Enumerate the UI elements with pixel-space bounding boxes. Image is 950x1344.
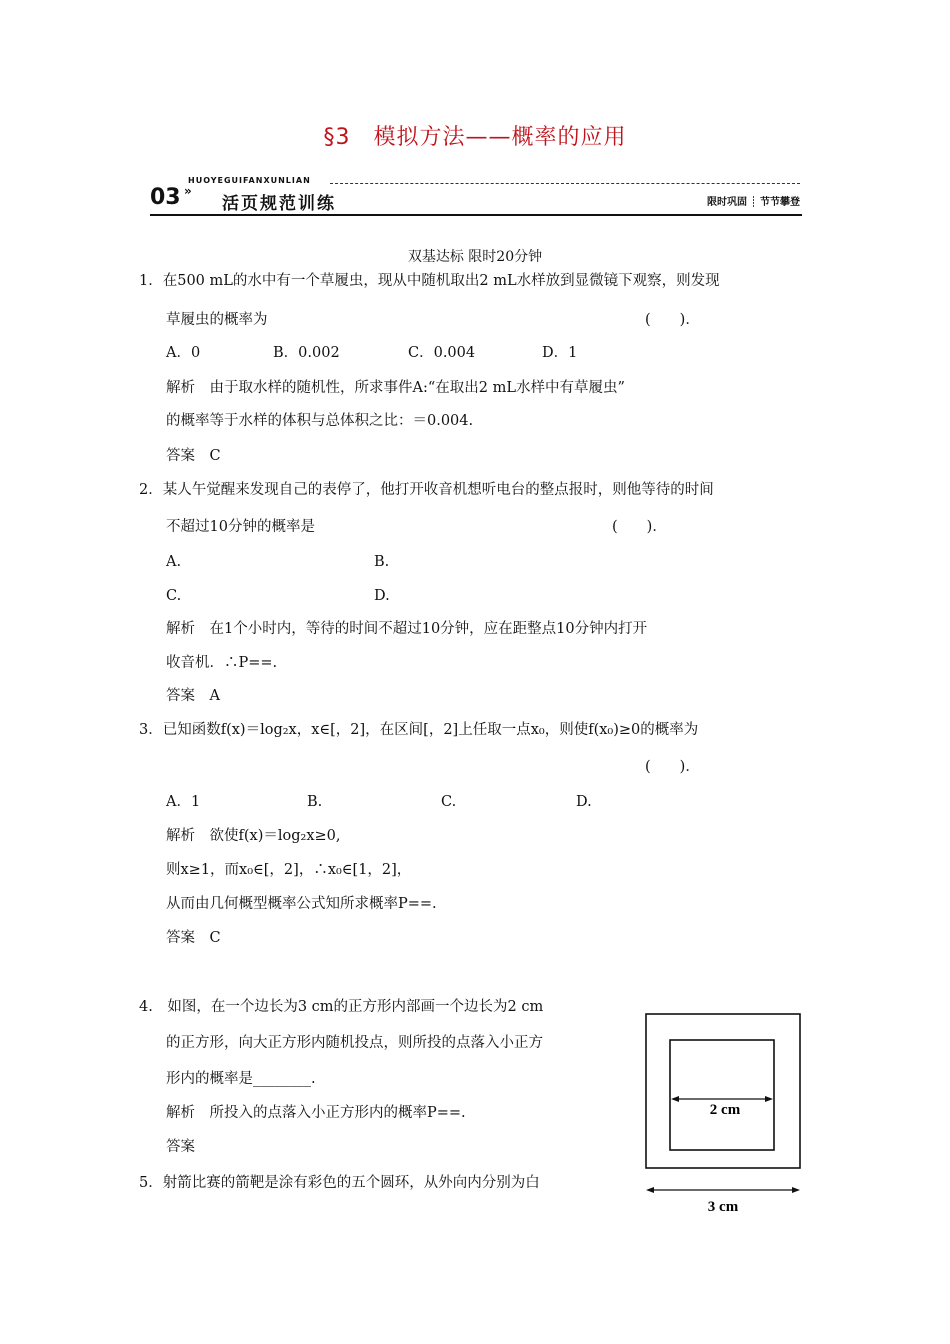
question-3-analysis-line3: 从而由几何概型概率公式知所求概率P==. xyxy=(166,896,437,912)
question-1-stem-cont: 草履虫的概率为 xyxy=(166,312,268,328)
question-2-analysis-cont: 收音机．∴P==. xyxy=(166,655,278,671)
question-3-option-a: A．1 xyxy=(166,794,201,810)
question-2-option-a: A. xyxy=(166,554,182,570)
outer-arrow-right-icon xyxy=(792,1187,800,1193)
question-2-bracket: ( )． xyxy=(612,519,667,535)
banner-rule xyxy=(150,214,802,216)
question-1-answer: 答案 C xyxy=(166,448,221,464)
question-2-option-c: C. xyxy=(166,588,182,604)
question-2-option-d: D. xyxy=(374,588,390,604)
page-title: §3 模拟方法——概率的应用 xyxy=(323,125,627,150)
question-1-analysis: 解析 由于取水样的随机性，所求事件A:“在取出2 mL水样中有草履虫” xyxy=(166,380,625,396)
question-1-option-d: D．1 xyxy=(542,345,578,361)
square-figure xyxy=(642,1010,804,1215)
question-4-stem-line2: 的正方形，向大正方形内随机投点，则所投的点落入小正方 xyxy=(166,1035,543,1051)
question-4-analysis: 解析 所投入的点落入小正方形内的概率P==. xyxy=(166,1105,466,1121)
question-3-option-b: B. xyxy=(307,794,323,810)
inner-arrow-left-icon xyxy=(671,1096,679,1102)
question-3-stem: 3．已知函数f(x)＝log₂x，x∈[，2]，在区间[，2]上任取一点x₀，则使f(x₀)≥0的概率为 xyxy=(139,722,699,738)
question-3-option-d: D. xyxy=(576,794,592,810)
question-3-bracket: ( )． xyxy=(645,759,700,775)
question-2-stem: 2．某人午觉醒来发现自己的表停了，他打开收音机想听电台的整点报时，则他等待的时间 xyxy=(139,482,714,498)
question-4-stem-line3: 形内的概率是________. xyxy=(166,1071,316,1087)
question-5-stem: 5．射箭比赛的箭靶是涂有彩色的五个圆环，从外向内分别为白 xyxy=(139,1175,540,1191)
question-3-analysis: 解析 欲使f(x)＝log₂x≥0, xyxy=(166,828,341,844)
question-1-analysis-cont: 的概率等于水样的体积与总体积之比：＝0.004. xyxy=(166,413,474,429)
question-2-analysis: 解析 在1个小时内，等待的时间不超过10分钟，应在距整点10分钟内打开 xyxy=(166,621,648,637)
banner-chevron: » xyxy=(184,184,192,198)
subtitle: 双基达标 限时20分钟 xyxy=(407,249,543,265)
outer-square xyxy=(646,1014,800,1168)
outer-arrow-left-icon xyxy=(646,1187,654,1193)
question-3-option-c: C. xyxy=(441,794,457,810)
question-2-answer: 答案 A xyxy=(166,688,220,704)
question-1-stem: 1．在500 mL的水中有一个草履虫，现从中随机取出2 mL水样放到显微镜下观察，则发现 xyxy=(139,273,720,289)
inner-arrow-right-icon xyxy=(765,1096,773,1102)
question-1-option-c: C．0.004 xyxy=(408,345,476,361)
outer-dimension-label: 3 cm xyxy=(707,1199,739,1215)
question-4-stem: 4. 如图，在一个边长为3 cm的正方形内部画一个边长为2 cm xyxy=(139,999,544,1015)
banner-pinyin: HUOYEGUIFANXUNLIAN xyxy=(188,176,311,185)
question-1-bracket: ( )． xyxy=(645,312,700,328)
question-4-answer: 答案 xyxy=(166,1139,195,1155)
banner-name: 活页规范训练 xyxy=(222,194,336,214)
inner-square xyxy=(670,1040,774,1150)
question-3-analysis-line2: 则x≥1，而x₀∈[，2]，∴x₀∈[1，2]， xyxy=(166,862,412,878)
question-2-option-b: B. xyxy=(374,554,390,570)
inner-dimension-label: 2 cm xyxy=(709,1102,741,1118)
banner-number: 03 xyxy=(150,185,181,210)
banner-dotted-rule xyxy=(330,183,800,184)
question-1-option-b: B．0.002 xyxy=(273,345,340,361)
banner-right-label: 限时巩固 ┊ 节节攀登 xyxy=(707,197,800,208)
section-banner xyxy=(150,178,802,216)
question-2-stem-cont: 不超过10分钟的概率是 xyxy=(166,519,315,535)
question-3-answer: 答案 C xyxy=(166,930,221,946)
question-1-option-a: A．0 xyxy=(166,345,201,361)
